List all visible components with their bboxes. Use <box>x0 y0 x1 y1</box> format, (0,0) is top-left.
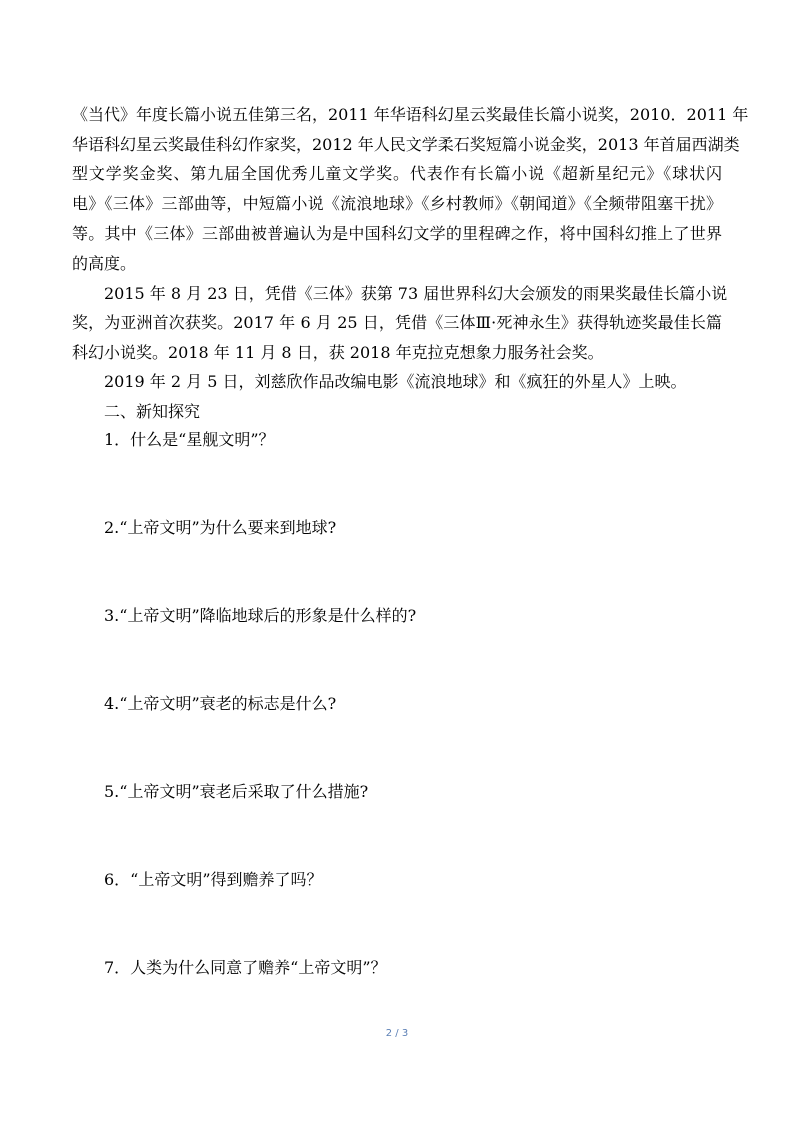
paragraph-1-line-1: 《当代》年度长篇小说五佳第三名，2011 年华语科幻星云奖最佳长篇小说奖，2010．2011 年 <box>72 105 749 124</box>
section-heading: 二、新知探究 <box>104 402 201 421</box>
paragraph-2-line-1: 2015 年 8 月 23 日，凭借《三体》获第 73 届世界科幻大会颁发的雨果奖最佳长篇小说 <box>104 284 728 303</box>
question-5: 5.“上帝文明”衰老后采取了什么措施? <box>104 782 369 801</box>
question-7: 7．人类为什么同意了赡养“上帝文明”？ <box>104 958 387 977</box>
question-2: 2.“上帝文明”为什么要来到地球? <box>104 518 337 537</box>
question-6: 6．“上帝文明”得到赡养了吗？ <box>104 870 323 889</box>
paragraph-1-line-2: 华语科幻星云奖最佳科幻作家奖，2012 年人民文学柔石奖短篇小说金奖，2013 年首届西湖类 <box>72 135 740 154</box>
paragraph-1-line-3: 型文学奖金奖、第九届全国优秀儿童文学奖。代表作有长篇小说《超新星纪元》《球状闪 <box>72 164 722 183</box>
question-4: 4.“上帝文明”衰老的标志是什么? <box>104 694 337 713</box>
paragraph-1-line-6: 的高度。 <box>72 254 137 273</box>
paragraph-2-line-3: 科幻小说奖。2018 年 11 月 8 日，获 2018 年克拉克想象力服务社会奖。 <box>72 343 604 362</box>
question-3: 3.“上帝文明”降临地球后的形象是什么样的? <box>104 606 417 625</box>
paragraph-2-line-2: 奖，为亚洲首次获奖。2017 年 6 月 25 日，凭借《三体Ⅲ·死神永生》获得轨迹奖最佳长篇 <box>72 313 722 332</box>
question-1: 1．什么是“星舰文明”？ <box>104 430 275 449</box>
paragraph-3: 2019 年 2 月 5 日，刘慈欣作品改编电影《流浪地球》和《疯狂的外星人》上映。 <box>104 372 687 391</box>
paragraph-1-line-4: 电》《三体》三部曲等，中短篇小说《流浪地球》《乡村教师》《朝闻道》《全频带阻塞干扰》 <box>72 194 722 213</box>
page-number: 2 / 3 <box>385 1028 409 1039</box>
paragraph-1-line-5: 等。其中《三体》三部曲被普遍认为是中国科幻文学的里程碑之作，将中国科幻推上了世界 <box>72 224 722 243</box>
